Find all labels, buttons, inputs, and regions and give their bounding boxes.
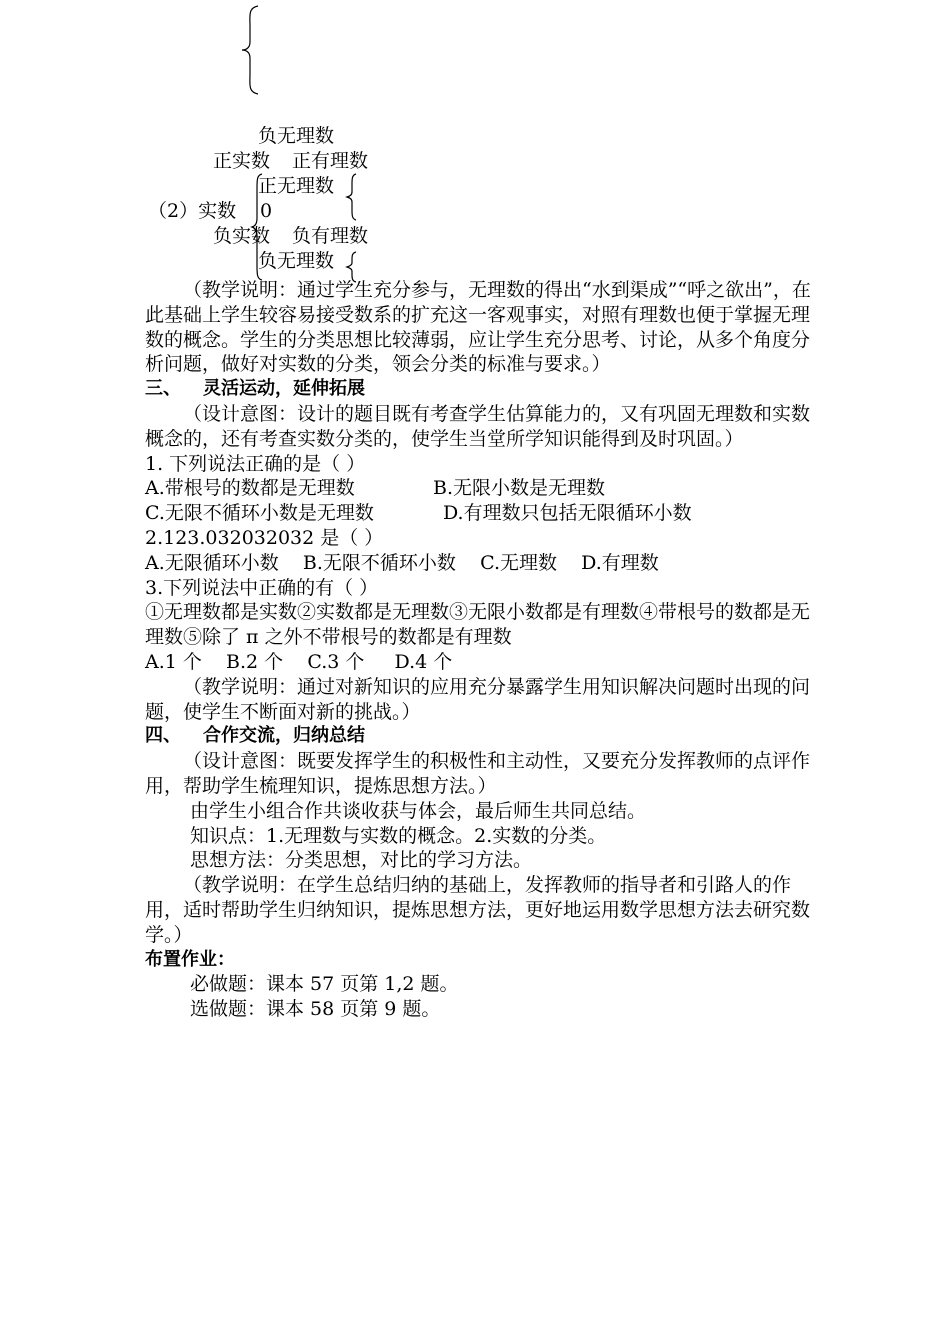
teaching-note-3: （教学说明：在学生总结归纳的基础上，发挥教师的指导者和引路人的作用，适时帮助学生归纳知识，提炼思想方法，更好地运用数学思想方法去研究数学。） [145, 874, 811, 946]
question-3-options: A.1 个 B.2 个 C.3 个 D.4 个 [145, 650, 453, 673]
question-2: 2.123.032032032 是（ ） [145, 526, 384, 549]
section-4-heading [145, 724, 815, 749]
design-intent-1: （设计意图：设计的题目既有考查学生估算能力的，又有巩固无理数和实数概念的，还有考查实数分类的，使学生当堂所学知识能得到及时巩固。） [145, 402, 811, 450]
pos-rational-label: 正有理数 [292, 150, 369, 172]
homework-optional: 选做题：课本 58 页第 9 题。 [190, 998, 441, 1021]
section-3-heading [145, 377, 815, 402]
q1-option-a: A.带根号的数都是无理数 [145, 477, 355, 500]
pos-real-label: 正实数 [213, 150, 271, 172]
upper-brace-icon [344, 172, 358, 222]
neg-irrational-top-label: 负无理数 [258, 125, 335, 147]
large-brace-icon [238, 4, 262, 96]
summary-3: 思想方法：分类思想，对比的学习方法。 [190, 849, 533, 872]
real-brace-icon [250, 172, 264, 282]
question-1-options-cd [145, 501, 815, 526]
question-2-options: A.无限循环小数 B.无限不循环小数 C.无理数 D.有理数 [145, 551, 659, 574]
pos-irrational-label: 正无理数 [258, 175, 335, 197]
summary-2: 知识点：1.无理数与实数的概念。2.实数的分类。 [190, 824, 607, 847]
design-intent-2: （设计意图：既要发挥学生的积极性和主动性，又要充分发挥教师的点评作用，帮助学生梳理知识，提炼思想方法。） [145, 750, 811, 797]
teaching-note-2: （教学说明：通过对新知识的应用充分暴露学生用知识解决问题时出现的问题，使学生不断面对新的挑战。） [145, 675, 811, 723]
neg-rational-label: 负有理数 [292, 225, 369, 247]
real-label: （2）实数 [148, 200, 237, 222]
section-4-title: 合作交流，归纳总结 [203, 725, 365, 747]
question-1: 1. 下列说法正确的是（ ） [145, 452, 366, 475]
question-3-body: ①无理数都是实数②实数都是无理数③无限小数都是有理数④带根号的数都是无理数⑤除了 π 之外不带根号的数都是有理数 [145, 601, 811, 649]
zero-label: 0 [260, 200, 273, 222]
homework-title: 布置作业： [145, 948, 235, 970]
question-1-options-ab [145, 476, 815, 501]
section-3-number: 三、 [145, 378, 181, 400]
neg-real-label: 负实数 [213, 225, 271, 247]
section-4-number: 四、 [145, 725, 181, 747]
document-body [145, 278, 815, 1022]
teaching-note-1: （教学说明：通过学生充分参与，无理数的得出“水到渠成”“呼之欲出”，在此基础上学生较容易接受数系的扩充这一客观事实，对照有理数也便于掌握无理数的概念。学生的分类思想比较薄弱，应让学生充分思考、讨论，从多个角度分析问题，做好对实数的分类，领会分类的标准与要求。） [145, 279, 811, 376]
question-3: 3.下列说法中正确的有（ ） [145, 576, 379, 599]
q1-option-c: C.无限不循环小数是无理数 [145, 502, 374, 525]
q1-option-d: D.有理数只包括无限循环小数 [443, 502, 692, 525]
q1-option-b: B.无限小数是无理数 [433, 477, 606, 500]
section-3-title: 灵活运动，延伸拓展 [203, 378, 365, 400]
neg-irrational-label: 负无理数 [258, 250, 335, 272]
summary-1: 由学生小组合作共谈收获与体会，最后师生共同总结。 [190, 799, 647, 822]
homework-required: 必做题：课本 57 页第 1,2 题。 [190, 973, 459, 996]
